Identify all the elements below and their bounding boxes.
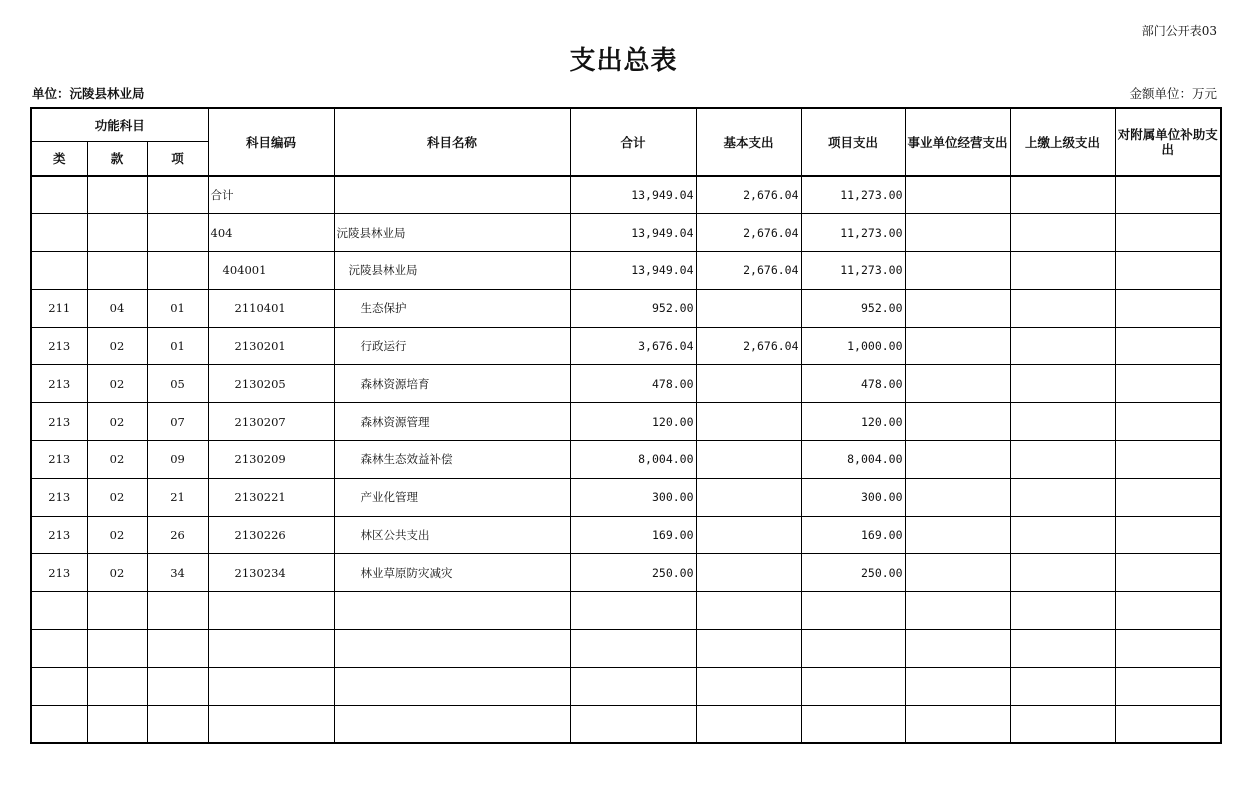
cell-project — [801, 592, 905, 630]
cell-xiang: 05 — [147, 365, 208, 403]
cell-xiang: 26 — [147, 516, 208, 554]
cell-total: 3,676.04 — [570, 327, 696, 365]
table-row — [31, 516, 1221, 554]
cell-project: 8,004.00 — [801, 441, 905, 479]
cell-xiang — [147, 667, 208, 705]
cell-xiang: 34 — [147, 554, 208, 592]
cell-project: 11,273.00 — [801, 252, 905, 290]
cell-total: 8,004.00 — [570, 441, 696, 479]
cell-upper — [1010, 365, 1115, 403]
cell-code: 2130207 — [208, 403, 334, 441]
cell-project — [801, 667, 905, 705]
cell-basic — [696, 592, 801, 630]
cell-total: 13,949.04 — [570, 214, 696, 252]
cell-code: 404001 — [208, 252, 334, 290]
cell-subsidy — [1115, 176, 1221, 214]
cell-kuan — [87, 630, 147, 668]
cell-name: 沅陵县林业局 — [334, 252, 570, 290]
cell-subsidy — [1115, 403, 1221, 441]
table-row — [31, 252, 1221, 290]
cell-kuan — [87, 214, 147, 252]
cell-business — [905, 441, 1010, 479]
cell-project: 120.00 — [801, 403, 905, 441]
cell-name — [334, 630, 570, 668]
cell-xiang — [147, 592, 208, 630]
table-body — [31, 176, 1221, 743]
cell-project: 250.00 — [801, 554, 905, 592]
cell-lei: 213 — [31, 478, 87, 516]
cell-lei: 213 — [31, 441, 87, 479]
cell-kuan — [87, 252, 147, 290]
cell-kuan — [87, 705, 147, 743]
cell-business — [905, 705, 1010, 743]
cell-name: 林区公共支出 — [334, 516, 570, 554]
cell-business — [905, 478, 1010, 516]
cell-lei: 213 — [31, 516, 87, 554]
form-number: 部门公开表03 — [1141, 24, 1217, 38]
cell-total — [570, 630, 696, 668]
cell-project: 11,273.00 — [801, 176, 905, 214]
cell-kuan: 02 — [87, 365, 147, 403]
cell-business — [905, 365, 1010, 403]
table-row — [31, 214, 1221, 252]
cell-xiang — [147, 252, 208, 290]
cell-subsidy — [1115, 630, 1221, 668]
cell-business — [905, 403, 1010, 441]
cell-business — [905, 289, 1010, 327]
cell-code: 2130226 — [208, 516, 334, 554]
header-project: 项目支出 — [801, 108, 905, 176]
cell-basic — [696, 705, 801, 743]
cell-code: 合计 — [208, 176, 334, 214]
amount-unit-label: 金额单位：万元 — [1129, 86, 1217, 101]
header-name: 科目名称 — [334, 108, 570, 176]
cell-upper — [1010, 667, 1115, 705]
cell-basic — [696, 516, 801, 554]
cell-subsidy — [1115, 289, 1221, 327]
cell-business — [905, 630, 1010, 668]
cell-total: 13,949.04 — [570, 252, 696, 290]
table-row — [31, 667, 1221, 705]
cell-kuan: 02 — [87, 478, 147, 516]
header-kuan: 款 — [87, 142, 147, 177]
cell-code: 404 — [208, 214, 334, 252]
cell-code: 2110401 — [208, 289, 334, 327]
cell-business — [905, 252, 1010, 290]
cell-basic — [696, 630, 801, 668]
cell-lei — [31, 592, 87, 630]
cell-upper — [1010, 592, 1115, 630]
cell-name: 森林资源培育 — [334, 365, 570, 403]
cell-kuan — [87, 592, 147, 630]
cell-lei — [31, 705, 87, 743]
cell-upper — [1010, 478, 1115, 516]
cell-xiang: 21 — [147, 478, 208, 516]
cell-lei: 213 — [31, 327, 87, 365]
cell-name — [334, 705, 570, 743]
cell-subsidy — [1115, 441, 1221, 479]
cell-code — [208, 630, 334, 668]
cell-code: 2130221 — [208, 478, 334, 516]
header-xiang: 项 — [147, 142, 208, 177]
cell-upper — [1010, 705, 1115, 743]
cell-upper — [1010, 289, 1115, 327]
cell-code: 2130234 — [208, 554, 334, 592]
cell-project: 478.00 — [801, 365, 905, 403]
cell-upper — [1010, 252, 1115, 290]
page-title: 支出总表 — [569, 46, 678, 76]
cell-lei: 213 — [31, 403, 87, 441]
cell-business — [905, 327, 1010, 365]
table-row — [31, 441, 1221, 479]
cell-kuan: 02 — [87, 327, 147, 365]
cell-total: 952.00 — [570, 289, 696, 327]
cell-basic — [696, 478, 801, 516]
cell-business — [905, 516, 1010, 554]
cell-basic: 2,676.04 — [696, 214, 801, 252]
cell-subsidy — [1115, 705, 1221, 743]
cell-project: 169.00 — [801, 516, 905, 554]
cell-total: 169.00 — [570, 516, 696, 554]
cell-basic — [696, 403, 801, 441]
cell-name — [334, 176, 570, 214]
cell-total — [570, 592, 696, 630]
cell-kuan — [87, 667, 147, 705]
cell-xiang: 07 — [147, 403, 208, 441]
cell-basic — [696, 365, 801, 403]
cell-basic: 2,676.04 — [696, 327, 801, 365]
cell-name: 产业化管理 — [334, 478, 570, 516]
cell-upper — [1010, 176, 1115, 214]
cell-kuan: 02 — [87, 441, 147, 479]
header-code: 科目编码 — [208, 108, 334, 176]
cell-upper — [1010, 441, 1115, 479]
cell-lei — [31, 214, 87, 252]
header-function-subject: 功能科目 — [31, 108, 208, 142]
cell-total: 250.00 — [570, 554, 696, 592]
cell-lei — [31, 630, 87, 668]
cell-name: 森林生态效益补偿 — [334, 441, 570, 479]
cell-subsidy — [1115, 516, 1221, 554]
cell-upper — [1010, 554, 1115, 592]
cell-total — [570, 705, 696, 743]
cell-project: 11,273.00 — [801, 214, 905, 252]
table-row — [31, 403, 1221, 441]
cell-subsidy — [1115, 592, 1221, 630]
table-row — [31, 327, 1221, 365]
cell-total: 120.00 — [570, 403, 696, 441]
cell-subsidy — [1115, 478, 1221, 516]
cell-business — [905, 592, 1010, 630]
cell-basic — [696, 289, 801, 327]
cell-business — [905, 667, 1010, 705]
cell-business — [905, 554, 1010, 592]
cell-xiang — [147, 630, 208, 668]
cell-basic: 2,676.04 — [696, 252, 801, 290]
table-row — [31, 176, 1221, 214]
table-row — [31, 592, 1221, 630]
cell-lei — [31, 176, 87, 214]
cell-subsidy — [1115, 365, 1221, 403]
cell-upper — [1010, 214, 1115, 252]
header-total: 合计 — [570, 108, 696, 176]
cell-project: 1,000.00 — [801, 327, 905, 365]
cell-total — [570, 667, 696, 705]
cell-lei — [31, 252, 87, 290]
cell-upper — [1010, 516, 1115, 554]
cell-subsidy — [1115, 214, 1221, 252]
cell-total: 478.00 — [570, 365, 696, 403]
header-basic: 基本支出 — [696, 108, 801, 176]
cell-name: 生态保护 — [334, 289, 570, 327]
cell-kuan: 02 — [87, 403, 147, 441]
cell-upper — [1010, 403, 1115, 441]
cell-xiang: 09 — [147, 441, 208, 479]
cell-basic — [696, 667, 801, 705]
cell-xiang: 01 — [147, 327, 208, 365]
cell-project: 300.00 — [801, 478, 905, 516]
table-row — [31, 705, 1221, 743]
cell-kuan — [87, 176, 147, 214]
cell-business — [905, 214, 1010, 252]
cell-lei — [31, 667, 87, 705]
cell-subsidy — [1115, 667, 1221, 705]
cell-project — [801, 705, 905, 743]
cell-basic: 2,676.04 — [696, 176, 801, 214]
header-subsidy: 对附属单位补助支出 — [1115, 108, 1221, 176]
cell-basic — [696, 441, 801, 479]
cell-code — [208, 592, 334, 630]
cell-code: 2130205 — [208, 365, 334, 403]
cell-name: 林业草原防灾减灾 — [334, 554, 570, 592]
cell-xiang — [147, 705, 208, 743]
cell-lei: 213 — [31, 554, 87, 592]
cell-subsidy — [1115, 252, 1221, 290]
table-row — [31, 630, 1221, 668]
cell-name — [334, 667, 570, 705]
header-business: 事业单位经营支出 — [905, 108, 1010, 176]
cell-code — [208, 667, 334, 705]
cell-name: 沅陵县林业局 — [334, 214, 570, 252]
cell-project — [801, 630, 905, 668]
cell-name: 行政运行 — [334, 327, 570, 365]
cell-kuan: 04 — [87, 289, 147, 327]
cell-project: 952.00 — [801, 289, 905, 327]
unit-label: 单位：沅陵县林业局 — [32, 86, 145, 101]
cell-kuan: 02 — [87, 554, 147, 592]
cell-kuan: 02 — [87, 516, 147, 554]
cell-upper — [1010, 327, 1115, 365]
table-row — [31, 289, 1221, 327]
cell-total: 300.00 — [570, 478, 696, 516]
cell-lei: 213 — [31, 365, 87, 403]
table-row — [31, 365, 1221, 403]
cell-xiang — [147, 214, 208, 252]
cell-subsidy — [1115, 554, 1221, 592]
cell-upper — [1010, 630, 1115, 668]
cell-name: 森林资源管理 — [334, 403, 570, 441]
header-lei: 类 — [31, 142, 87, 177]
cell-lei: 211 — [31, 289, 87, 327]
cell-xiang — [147, 176, 208, 214]
cell-xiang: 01 — [147, 289, 208, 327]
cell-code: 2130201 — [208, 327, 334, 365]
cell-code: 2130209 — [208, 441, 334, 479]
cell-basic — [696, 554, 801, 592]
table-row — [31, 478, 1221, 516]
cell-subsidy — [1115, 327, 1221, 365]
cell-total: 13,949.04 — [570, 176, 696, 214]
cell-code — [208, 705, 334, 743]
header-upper: 上缴上级支出 — [1010, 108, 1115, 176]
table-row — [31, 554, 1221, 592]
cell-business — [905, 176, 1010, 214]
expenditure-table — [30, 107, 1222, 744]
cell-name — [334, 592, 570, 630]
